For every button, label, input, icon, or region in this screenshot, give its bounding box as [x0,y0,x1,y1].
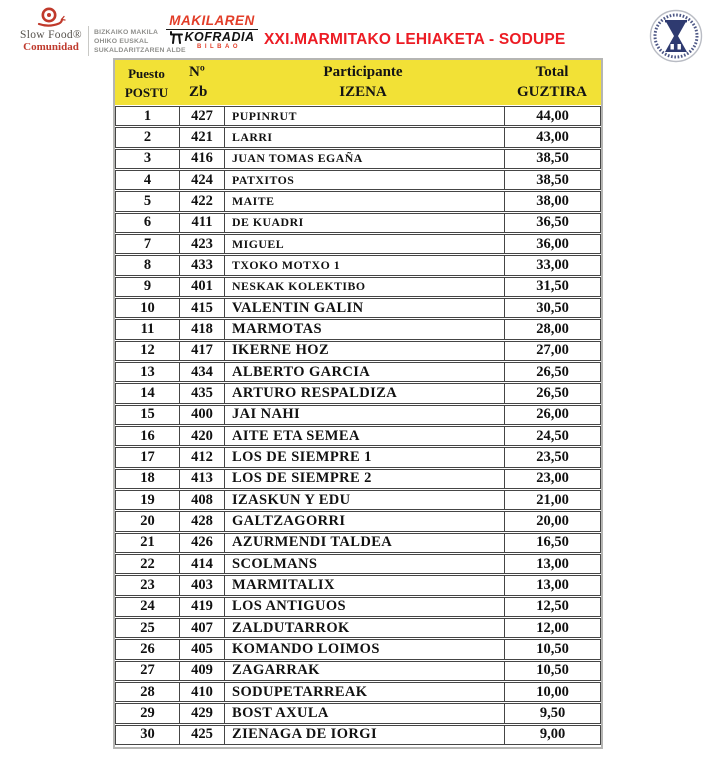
makilaren-wordmark: MAKILAREN [169,12,255,29]
total-score-cell: 12,00 [504,619,600,637]
entry-number-cell: 409 [179,662,224,680]
entry-number-cell: 408 [179,491,224,509]
entry-number-cell: 413 [179,470,224,488]
entry-number-cell: 422 [179,192,224,210]
total-score-cell: 38,50 [504,171,600,189]
entry-number-cell: 416 [179,150,224,168]
table-body [115,105,601,747]
participant-name-cell: VALENTIN GALIN [224,299,504,317]
rank-cell: 13 [140,363,155,380]
participant-name-cell: MARMITALIX [224,576,504,594]
participant-name-cell: LOS DE SIEMPRE 2 [224,470,504,488]
rank-cell: 5 [143,193,152,209]
rank-cell: 30 [140,726,155,743]
table-row [115,191,601,211]
table-row [115,533,601,553]
total-score-cell: 36,50 [504,214,600,232]
rank-cell: 20 [140,512,155,529]
total-score-cell: 10,50 [504,640,600,658]
rank-cell: 12 [140,342,155,359]
participant-name-cell: LARRI [224,128,504,146]
table-row [115,383,601,403]
table-row [115,319,601,339]
participant-name-cell: SCOLMANS [224,555,504,573]
entry-number-cell: 419 [179,598,224,616]
rank-cell: 2 [143,129,152,146]
rank-cell: 23 [140,576,155,593]
participant-name-cell: IZASKUN Y EDU [224,491,504,509]
col-header-puesto [115,64,178,102]
total-score-cell: 10,50 [504,662,600,680]
table-row [115,127,601,147]
total-score-cell: 23,00 [504,470,600,488]
table-row [115,447,601,467]
table-row [115,405,601,425]
club-badge [649,9,703,68]
entry-number-cell: 417 [179,342,224,360]
total-score-cell: 13,00 [504,576,600,594]
participant-name-cell: MARMOTAS [224,320,504,338]
participant-name-cell: MIGUEL [224,235,504,253]
participant-name-cell: PATXITOS [224,171,504,189]
participant-name-cell: DE KUADRI [224,214,504,232]
participant-name-cell: ALBERTO GARCIA [224,363,504,381]
total-score-cell: 27,00 [504,342,600,360]
total-score-cell: 33,00 [504,256,600,274]
entry-number-cell: 434 [179,363,224,381]
entry-number-cell: 428 [179,512,224,530]
logo-divider [88,26,89,56]
col-header-participante-eu: IZENA [339,83,387,100]
participant-name-cell: AITE ETA SEMEA [224,427,504,445]
entry-number-cell: 410 [179,683,224,701]
entry-number-cell: 424 [179,171,224,189]
col-header-numero [178,63,223,102]
table-row [115,597,601,617]
total-score-cell: 13,00 [504,555,600,573]
total-score-cell: 30,50 [504,299,600,317]
participant-name-cell: IKERNE HOZ [224,342,504,360]
results-table [113,58,603,749]
total-score-cell: 12,50 [504,598,600,616]
table-row [115,341,601,361]
total-score-cell: 44,00 [504,107,600,125]
participant-name-cell: MAITE [224,192,504,210]
participant-name-cell: KOMANDO LOIMOS [224,640,504,658]
table-row [115,575,601,595]
rank-cell: 1 [143,107,152,124]
participant-name-cell: ZIENAGA DE IORGI [224,726,504,744]
rank-cell: 16 [140,427,155,444]
total-score-cell: 23,50 [504,448,600,466]
participant-name-cell: JUAN TOMAS EGAÑA [224,150,504,168]
total-score-cell: 21,00 [504,491,600,509]
participant-name-cell: SODUPETARREAK [224,683,504,701]
table-row [115,725,601,745]
association-text [94,28,186,55]
association-line: OHIKO EUSKAL [94,38,149,45]
total-score-cell: 36,00 [504,235,600,253]
rank-cell: 4 [143,171,152,188]
rank-cell: 9 [143,278,152,295]
rank-cell: 19 [140,491,155,508]
table-row [115,639,601,659]
total-score-cell: 16,50 [504,534,600,552]
participant-name-cell: TXOKO MOTXO 1 [224,256,504,274]
association-line: BIZKAIKO MAKILA [94,29,159,36]
rank-cell: 27 [140,662,155,679]
total-score-cell: 43,00 [504,128,600,146]
bilbao-label: BILBAO [197,44,241,50]
table-row [115,362,601,382]
table-header-row [115,60,601,105]
entry-number-cell: 400 [179,406,224,424]
participant-name-cell: JAI NAHI [224,406,504,424]
table-row [115,490,601,510]
rank-cell: 29 [140,704,155,721]
table-row [115,469,601,489]
participant-name-cell: NESKAK KOLEKTIBO [224,278,504,296]
table-row [115,149,601,169]
rank-cell: 18 [140,470,155,487]
entry-number-cell: 418 [179,320,224,338]
participant-name-cell: LOS ANTIGUOS [224,598,504,616]
table-row [115,255,601,275]
rank-cell: 17 [140,448,155,465]
rank-cell: 3 [143,150,152,167]
rank-cell: 25 [140,619,155,636]
entry-number-cell: 420 [179,427,224,445]
total-score-cell: 26,50 [504,384,600,402]
col-header-participante [223,63,503,102]
table-row [115,661,601,681]
table-row [115,554,601,574]
table-row [115,618,601,638]
entry-number-cell: 401 [179,278,224,296]
table-row [115,682,601,702]
total-score-cell: 20,00 [504,512,600,530]
col-header-participante-es: Participante [323,64,403,80]
entry-number-cell: 427 [179,107,224,125]
total-score-cell: 9,50 [504,704,600,722]
entry-number-cell: 415 [179,299,224,317]
table-row [115,426,601,446]
table-row [115,298,601,318]
table-row [115,703,601,723]
slow-food-logo [16,6,86,53]
rank-cell: 15 [140,406,155,423]
rank-cell: 24 [140,598,155,615]
table-row [115,511,601,531]
participant-name-cell: LOS DE SIEMPRE 1 [224,448,504,466]
slow-food-wordmark: Slow Food® [20,29,82,41]
total-score-cell: 9,00 [504,726,600,744]
table-row [115,106,601,126]
entry-number-cell: 414 [179,555,224,573]
rank-cell: 11 [140,320,155,337]
slow-food-comunidad-label: Comunidad [23,41,79,53]
table-row [115,170,601,190]
entry-number-cell: 407 [179,619,224,637]
total-score-cell: 24,50 [504,427,600,445]
rank-cell: 26 [140,640,155,657]
total-score-cell: 31,50 [504,278,600,296]
association-line: SUKALDARITZAREN ALDE [94,47,186,54]
participant-name-cell: ZAGARRAK [224,662,504,680]
club-badge-icon [649,9,703,63]
col-header-puesto-eu: POSTU [124,84,169,100]
col-header-total [503,63,601,102]
rank-cell: 28 [140,683,155,700]
table-row [115,213,601,233]
col-header-puesto-es: Puesto [128,65,165,81]
participant-name-cell: AZURMENDI TALDEA [224,534,504,552]
page-title: XXI.MARMITAKO LEHIAKETA - SODUPE [264,31,566,48]
participant-name-cell: ZALDUTARROK [224,619,504,637]
rank-cell: 21 [140,534,155,551]
entry-number-cell: 433 [179,256,224,274]
entry-number-cell: 429 [179,704,224,722]
participant-name-cell: BOST AXULA [224,704,504,722]
col-header-total-eu: GUZTIRA [516,83,587,100]
entry-number-cell: 426 [179,534,224,552]
rank-cell: 14 [140,384,155,401]
total-score-cell: 26,50 [504,363,600,381]
snail-icon [36,6,66,28]
rank-cell: 8 [143,256,152,273]
total-score-cell: 38,00 [504,192,600,210]
makila-stick-icon [170,31,183,44]
col-header-numero-eu: Zb [189,83,208,100]
entry-number-cell: 435 [179,384,224,402]
rank-cell: 10 [140,299,155,316]
entry-number-cell: 425 [179,726,224,744]
entry-number-cell: 405 [179,640,224,658]
col-header-total-es: Total [535,64,569,80]
table-row [115,234,601,254]
rank-cell: 6 [143,214,152,231]
entry-number-cell: 403 [179,576,224,594]
participant-name-cell: GALTZAGORRI [224,512,504,530]
makilaren-kofradia-logo [166,13,258,50]
total-score-cell: 26,00 [504,406,600,424]
total-score-cell: 28,00 [504,320,600,338]
entry-number-cell: 423 [179,235,224,253]
participant-name-cell: ARTURO RESPALDIZA [224,384,504,402]
total-score-cell: 38,50 [504,150,600,168]
entry-number-cell: 412 [179,448,224,466]
total-score-cell: 10,00 [504,683,600,701]
entry-number-cell: 421 [179,128,224,146]
table-row [115,277,601,297]
rank-cell: 7 [143,235,152,252]
rank-cell: 22 [140,555,155,572]
entry-number-cell: 411 [179,214,224,232]
kofradia-wordmark: KOFRADIA [184,30,255,44]
col-header-numero-es: Nº [189,64,205,80]
participant-name-cell: PUPINRUT [224,107,504,125]
